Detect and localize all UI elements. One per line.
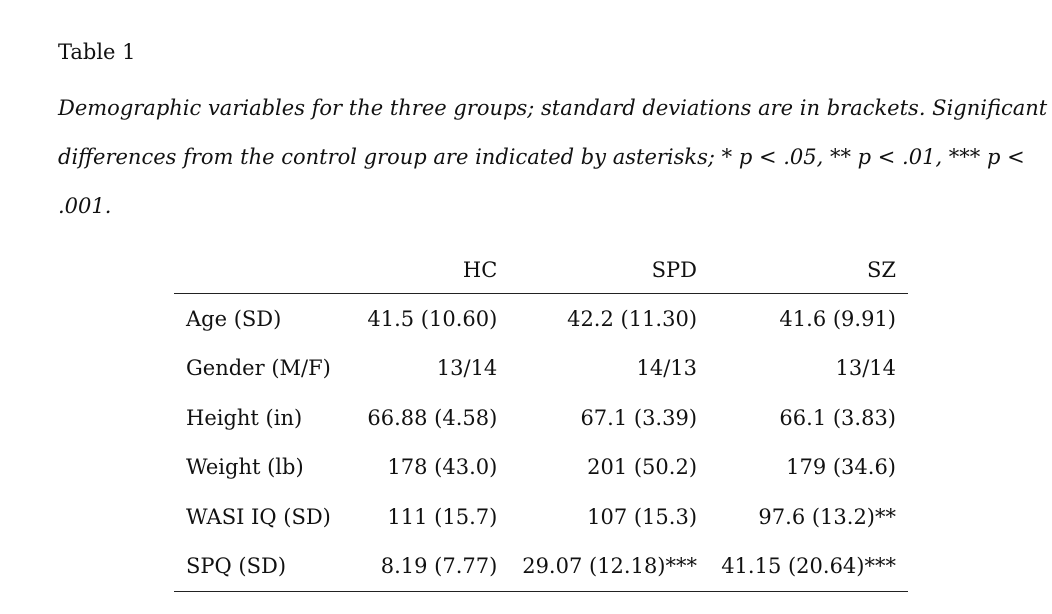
cell-sz: 13/14	[835, 356, 896, 381]
caption-line: Demographic variables for the three groups; standard deviations are in brackets. Significant	[58, 96, 1048, 120]
cell-spd: 201 (50.2)	[587, 455, 698, 480]
cell-spd: 42.2 (11.30)	[567, 306, 698, 331]
row-label: WASI IQ (SD)	[186, 504, 331, 529]
table-header-row	[174, 246, 908, 294]
header-sz: SZ	[709, 246, 908, 294]
caption-line: differences from the control group are indicated by asterisks; * p < .05, ** p < .01, *** p <	[58, 145, 1025, 169]
cell-hc: 13/14	[436, 356, 498, 381]
cell-hc: 66.88 (4.58)	[367, 405, 498, 430]
table-row	[174, 443, 908, 493]
cell-hc: 41.5 (10.60)	[367, 306, 498, 331]
demographics-table-container	[174, 246, 908, 592]
cell-sz: 179 (34.6)	[786, 455, 896, 480]
cell-spd: 107 (15.3)	[587, 504, 698, 529]
cell-spd: 14/13	[636, 356, 698, 381]
cell-hc: 178 (43.0)	[387, 455, 498, 480]
cell-sz: 41.6 (9.91)	[779, 306, 896, 331]
cell-sz: 97.6 (13.2)**	[758, 504, 896, 529]
header-spd: SPD	[509, 246, 709, 294]
cell-sz: 41.15 (20.64)***	[709, 542, 908, 592]
demographics-table	[174, 246, 908, 592]
row-label: Weight (lb)	[186, 455, 304, 480]
cell-spd: 67.1 (3.39)	[580, 405, 698, 430]
header-hc: HC	[355, 246, 509, 294]
cell-sz: 66.1 (3.83)	[779, 405, 896, 430]
header-stub	[174, 246, 355, 294]
row-label: Age (SD)	[186, 306, 282, 331]
table-row	[174, 542, 908, 592]
cell-spd: 29.07 (12.18)***	[509, 542, 709, 592]
table-row	[174, 492, 908, 542]
caption-line: .001.	[58, 194, 112, 218]
row-label: SPQ (SD)	[174, 542, 355, 592]
table-row	[174, 393, 908, 443]
table-caption	[58, 84, 1048, 231]
row-label: Height (in)	[186, 405, 303, 430]
table-label: Table 1	[58, 40, 136, 64]
table-row	[174, 344, 908, 394]
table-row	[174, 294, 908, 344]
row-label: Gender (M/F)	[186, 356, 331, 381]
cell-hc: 111 (15.7)	[387, 504, 498, 529]
cell-hc: 8.19 (7.77)	[355, 542, 509, 592]
